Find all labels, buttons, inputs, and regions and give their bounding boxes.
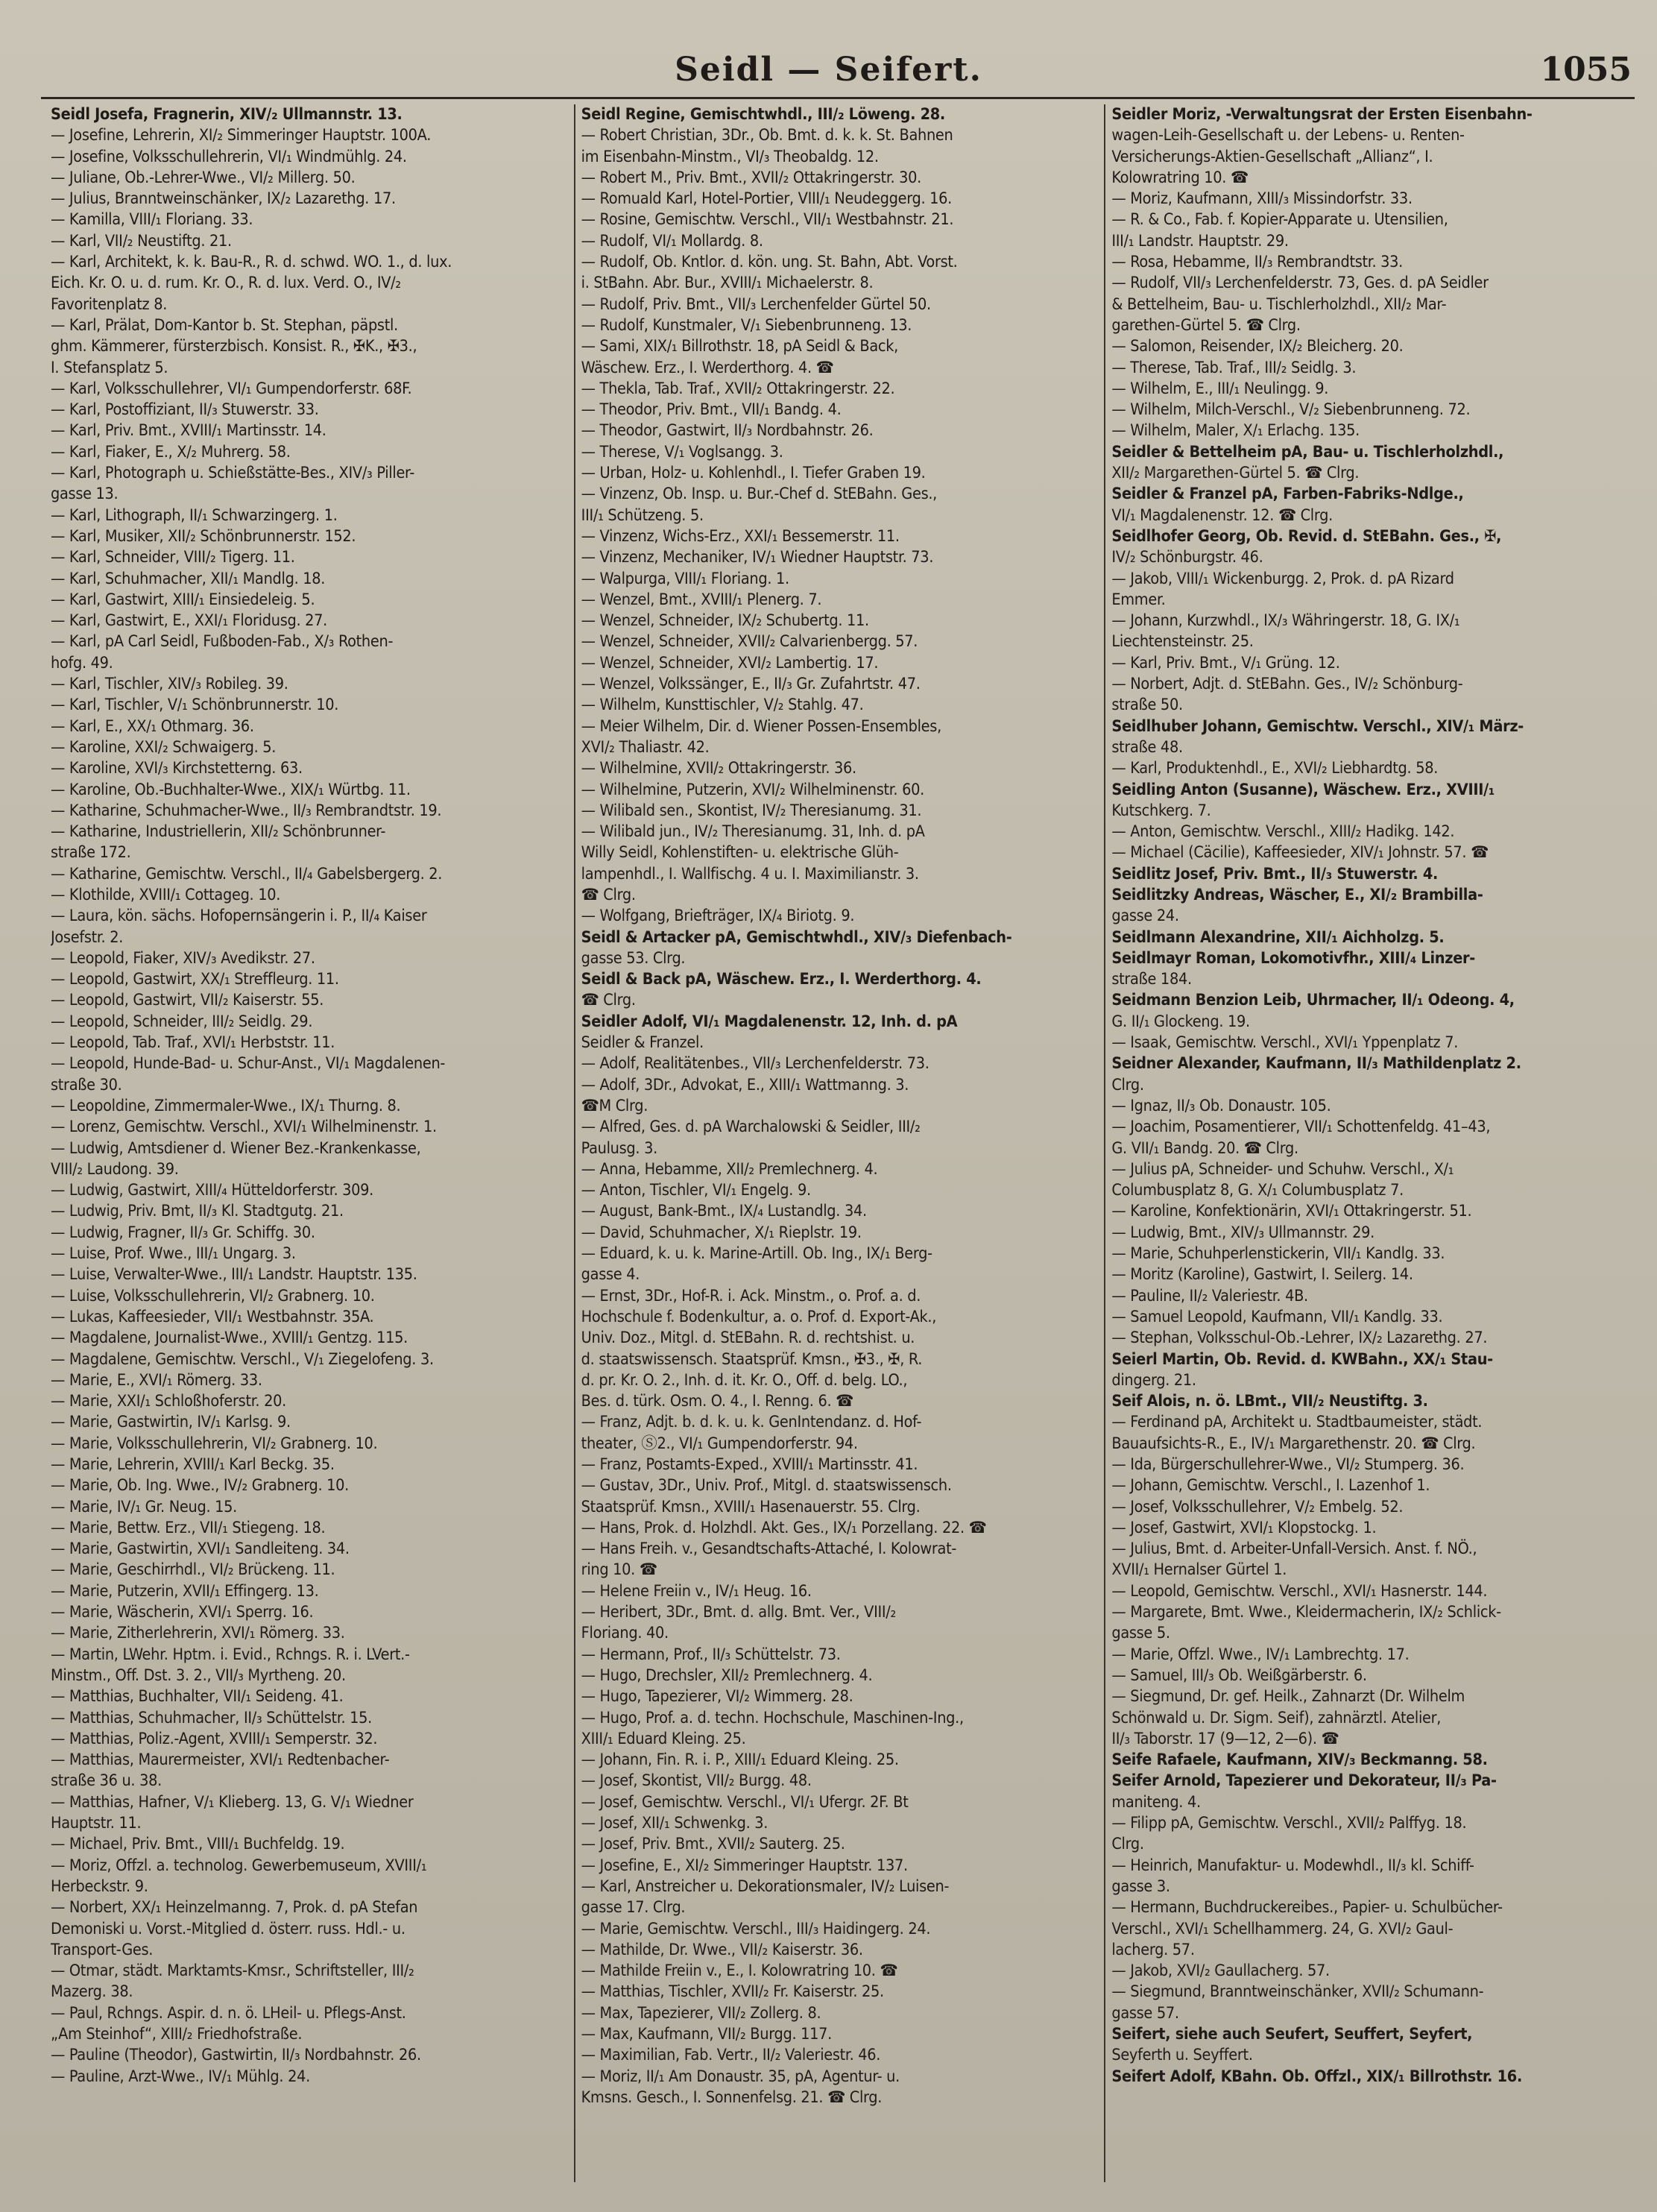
entry-line: — Anna, Hebamme, XII/₂ Premlechnerg. 4.: [581, 1159, 878, 1179]
entry-line: — Stephan, Volksschul-Ob.-Lehrer, IX/₂ Lazarethg. 27.: [1111, 1329, 1488, 1348]
entry-line: — Marie, IV/₁ Gr. Neug. 15.: [51, 1497, 237, 1516]
entry-line: — Matthias, Poliz.-Agent, XVIII/₁ Semperstr. 32.: [51, 1729, 378, 1748]
entry-line: gasse 57.: [1111, 2003, 1179, 2023]
entry-line: Seidl & Back pA, Wäschew. Erz., I. Werderthorg. 4.: [581, 970, 982, 989]
entry-line: Herbeckstr. 9.: [51, 1877, 148, 1896]
entry-line: garethen-Gürtel 5. ☎ Clrg.: [1111, 315, 1301, 335]
entry-line: Seidler & Franzel.: [581, 1033, 704, 1053]
entry-line: — Therese, V/₁ Voglsangg. 3.: [581, 442, 783, 461]
entry-line: Paulusg. 3.: [581, 1138, 657, 1158]
entry-line: wagen-Leih-Gesellschaft u. der Lebens- u. Renten-: [1111, 126, 1465, 145]
entry-line: — Karl, VII/₂ Neustiftg. 21.: [51, 231, 232, 250]
entry-line: — Hans, Prok. d. Holzhdl. Akt. Ges., IX/₁ Porzellang. 22. ☎: [581, 1518, 987, 1537]
entry-line: & Bettelheim, Bau- u. Tischlerholzhdl., XII/₂ Mar-: [1111, 294, 1447, 314]
entry-line: — Filipp pA, Gemischtw. Verschl., XVII/₂ Palffyg. 18.: [1111, 1814, 1467, 1833]
entry-line: IV/₂ Schönburgstr. 46.: [1111, 548, 1263, 567]
entry-line: — Wilhelmine, Putzerin, XVI/₂ Wilhelminenstr. 60.: [581, 780, 924, 799]
entry-line: — Matthias, Maurermeister, XVI/₁ Redtenbacher-: [51, 1751, 390, 1770]
entry-line: — Luise, Prof. Wwe., III/₁ Ungarg. 3.: [51, 1244, 296, 1264]
entry-line: — Karl, Volksschullehrer, VI/₁ Gumpendorferstr. 68F.: [51, 379, 412, 398]
entry-line: — Julius, Bmt. d. Arbeiter-Unfall-Versich. Anst. f. NÖ.,: [1111, 1540, 1477, 1559]
entry-line: — Juliane, Ob.-Lehrer-Wwe., VI/₂ Millerg. 50.: [51, 168, 356, 187]
entry-line: i. StBahn. Abr. Bur., XVIII/₁ Michaelerstr. 8.: [581, 274, 874, 293]
entry-line: III/₁ Schützeng. 5.: [581, 505, 704, 525]
entry-line: im Eisenbahn-Minstm., VI/₃ Theobaldg. 12.: [581, 147, 879, 166]
entry-line: — Katharine, Industriellerin, XII/₂ Schönbrunner-: [51, 822, 386, 842]
entry-line: — Heinrich, Manufaktur- u. Modewhdl., II/₃ kl. Schiff-: [1111, 1856, 1474, 1875]
entry-line: Eich. Kr. O. u. d. rum. Kr. O., R. d. lux. Verd. O., IV/₂: [51, 274, 401, 293]
entry-line: — Siegmund, Dr. gef. Heilk., Zahnarzt (Dr. Wilhelm: [1111, 1687, 1465, 1707]
entry-line: Hauptstr. 11.: [51, 1814, 142, 1833]
entry-line: — Therese, Tab. Traf., III/₂ Seidlg. 3.: [1111, 358, 1357, 377]
entry-line: Seidlmann Alexandrine, XII/₁ Aichholzg. 5.: [1111, 927, 1445, 947]
entry-line: — Meier Wilhelm, Dir. d. Wiener Possen-Ensembles,: [581, 716, 941, 736]
entry-line: — Karoline, XXI/₂ Schwaigerg. 5.: [51, 737, 277, 757]
entry-line: — Johann, Kurzwhdl., IX/₃ Währingerstr. 18, G. IX/₁: [1111, 611, 1460, 631]
entry-line: — Matthias, Tischler, XVII/₂ Fr. Kaiserstr. 25.: [581, 1982, 884, 2002]
entry-line: Clrg.: [1111, 1835, 1144, 1854]
entry-line: Wäschew. Erz., I. Werderthorg. 4. ☎: [581, 358, 834, 377]
entry-line: — Theodor, Priv. Bmt., VII/₁ Bandg. 4.: [581, 400, 842, 420]
entry-line: — Theodor, Gastwirt, II/₃ Nordbahnstr. 26.: [581, 421, 874, 441]
entry-line: Liechtensteinstr. 25.: [1111, 632, 1254, 652]
entry-line: — Leopold, Gemischtw. Verschl., XVI/₁ Hasnerstr. 144.: [1111, 1581, 1488, 1601]
header-rule: [41, 97, 1635, 99]
entry-line: — Josef, Volksschullehrer, V/₂ Embelg. 52.: [1111, 1497, 1404, 1516]
entry-line: — Lorenz, Gemischtw. Verschl., XVI/₁ Wilhelminenstr. 1.: [51, 1118, 437, 1137]
entry-line: „Am Steinhof“, XIII/₂ Friedhofstraße.: [51, 2025, 303, 2044]
entry-line: ☎ Clrg.: [581, 885, 636, 904]
entry-line: — Katharine, Gemischtw. Verschl., II/₄ Gabelsbergerg. 2.: [51, 864, 443, 883]
entry-line: — Siegmund, Branntweinschänker, XVII/₂ Schumann-: [1111, 1982, 1484, 2002]
entry-line: — Klothilde, XVIII/₁ Cottageg. 10.: [51, 885, 281, 904]
entry-line: II/₃ Taborstr. 17 (9—12, 2—6). ☎: [1111, 1729, 1339, 1748]
entry-line: — Karl, Prälat, Dom-Kantor b. St. Stephan, päpstl.: [51, 315, 398, 335]
entry-line: — Rudolf, Ob. Kntlor. d. kön. ung. St. Bahn, Abt. Vorst.: [581, 253, 958, 272]
entry-line: — Karl, Postoffiziant, II/₃ Stuwerstr. 33.: [51, 400, 319, 420]
entry-line: — Alfred, Ges. d. pA Warchalowski & Seidler, III/₂: [581, 1118, 921, 1137]
entry-line: straße 36 u. 38.: [51, 1771, 162, 1791]
entry-line: — Karl, Fiaker, E., X/₂ Muhrerg. 58.: [51, 442, 291, 461]
entry-line: Seidlmayr Roman, Lokomotivfhr., XIII/₄ Linzer-: [1111, 948, 1475, 968]
entry-line: — Ignaz, II/₃ Ob. Donaustr. 105.: [1111, 1096, 1331, 1115]
entry-line: — Josefine, Lehrerin, XI/₂ Simmeringer Hauptstr. 100A.: [51, 126, 432, 145]
entry-line: — Jakob, XVI/₂ Gaullacherg. 57.: [1111, 1962, 1330, 1981]
entry-line: Versicherungs-Aktien-Gesellschaft „Allianz“, I.: [1111, 147, 1433, 166]
entry-line: — Walpurga, VIII/₁ Floriang. 1.: [581, 569, 789, 588]
entry-line: — Maximilian, Fab. Vertr., II/₂ Valeriestr. 46.: [581, 2046, 881, 2065]
entry-line: — Karoline, Konfektionärin, XVI/₁ Ottakringerstr. 51.: [1111, 1202, 1472, 1221]
entry-line: — Josef, Priv. Bmt., XVII/₂ Sauterg. 25.: [581, 1835, 845, 1854]
entry-line: — Marie, Gemischtw. Verschl., III/₃ Haidingerg. 24.: [581, 1919, 931, 1938]
entry-line: — Marie, Putzerin, XVII/₁ Effingerg. 13.: [51, 1581, 319, 1601]
entry-line: — Leopold, Schneider, III/₂ Seidlg. 29.: [51, 1012, 313, 1031]
entry-line: Kutschkerg. 7.: [1111, 801, 1211, 820]
entry-line: dingerg. 21.: [1111, 1370, 1196, 1390]
entry-line: Seif Alois, n. ö. LBmt., VII/₂ Neustiftg. 3.: [1111, 1392, 1428, 1411]
entry-line: — Adolf, 3Dr., Advokat, E., XIII/₁ Wattmanng. 3.: [581, 1075, 909, 1094]
entry-line: Seifert Adolf, KBahn. Ob. Offzl., XIX/₁ Billrothstr. 16.: [1111, 2067, 1522, 2086]
entry-line: — Karl, Gastwirt, E., XXI/₁ Floridusg. 27.: [51, 611, 327, 631]
entry-line: — Laura, kön. sächs. Hofopernsängerin i. P., II/₄ Kaiser: [51, 907, 427, 926]
entry-line: — Norbert, XX/₁ Heinzelmanng. 7, Prok. d. pA Stefan: [51, 1898, 418, 1918]
column-1: [45, 104, 574, 2182]
entry-line: XVI/₂ Thaliastr. 42.: [581, 737, 710, 757]
entry-line: XII/₂ Margarethen-Gürtel 5. ☎ Clrg.: [1111, 464, 1360, 483]
entry-line: ring 10. ☎: [581, 1560, 657, 1580]
entry-line: VIII/₂ Laudong. 39.: [51, 1159, 179, 1179]
entry-line: I. Stefansplatz 5.: [51, 358, 168, 377]
entry-line: — Marie, Gastwirtin, IV/₁ Karlsg. 9.: [51, 1413, 291, 1432]
entry-line: — Josef, Gemischtw. Verschl., VI/₁ Ufergr. 2F. Bt: [581, 1792, 909, 1812]
entry-line: — Margarete, Bmt. Wwe., Kleidermacherin, IX/₂ Schlick-: [1111, 1603, 1501, 1622]
entry-line: maniteng. 4.: [1111, 1792, 1201, 1812]
entry-line: — R. & Co., Fab. f. Kopier-Apparate u. Utensilien,: [1111, 210, 1448, 230]
entry-line: — Franz, Adjt. b. d. k. u. k. GenIntendanz. d. Hof-: [581, 1413, 922, 1432]
entry-line: — Moritz (Karoline), Gastwirt, I. Seilerg. 14.: [1111, 1265, 1413, 1285]
entry-line: Seidler & Bettelheim pA, Bau- u. Tischlerholzhdl.,: [1111, 442, 1504, 461]
entry-line: — David, Schuhmacher, X/₁ Rieplstr. 19.: [581, 1223, 862, 1242]
entry-line: — Karl, E., XX/₁ Othmarg. 36.: [51, 716, 254, 736]
entry-line: — Leopold, Gastwirt, XX/₁ Streffleurg. 11.: [51, 970, 339, 989]
entry-line: — Karl, Anstreicher u. Dekorationsmaler, IV/₂ Luisen-: [581, 1877, 950, 1896]
entry-line: — Leopold, Gastwirt, VII/₂ Kaiserstr. 55.: [51, 991, 324, 1010]
entry-line: — Wenzel, Schneider, IX/₂ Schubertg. 11.: [581, 611, 869, 631]
entry-line: — Matthias, Schuhmacher, II/₃ Schüttelstr. 15.: [51, 1708, 373, 1727]
entry-line: — Karl, Tischler, XIV/₃ Robileg. 39.: [51, 675, 288, 694]
column-3: [1104, 104, 1635, 2182]
entry-line: Kolowratring 10. ☎: [1111, 168, 1249, 187]
entry-line: Seyferth u. Seyffert.: [1111, 2046, 1253, 2065]
entry-line: — Moriz, Offzl. a. technolog. Gewerbemuseum, XVIII/₁: [51, 1856, 427, 1875]
entry-line: gasse 24.: [1111, 907, 1179, 926]
entry-line: — Katharine, Schuhmacher-Wwe., II/₃ Rembrandtstr. 19.: [51, 801, 442, 820]
entry-line: — Marie, Bettw. Erz., VII/₁ Stiegeng. 18.: [51, 1518, 326, 1537]
entry-line: — Marie, Zitherlehrerin, XVI/₁ Römerg. 33.: [51, 1624, 345, 1643]
entry-line: — Marie, Schuhperlenstickerin, VII/₁ Kandlg. 33.: [1111, 1244, 1445, 1264]
entry-line: — Wenzel, Volkssänger, E., II/₃ Gr. Zufahrtstr. 47.: [581, 675, 921, 694]
entry-line: — Hugo, Prof. a. d. techn. Hochschule, Maschinen-Ing.,: [581, 1708, 964, 1727]
entry-line: — Lukas, Kaffeesieder, VII/₁ Westbahnstr. 35A.: [51, 1307, 374, 1326]
entry-line: — Urban, Holz- u. Kohlenhdl., I. Tiefer Graben 19.: [581, 464, 926, 483]
page-number: 1055: [1540, 51, 1632, 89]
entry-line: — Anton, Gemischtw. Verschl., XIII/₂ Hadikg. 142.: [1111, 822, 1455, 842]
directory-columns: [45, 104, 1635, 2182]
entry-line: — Ludwig, Amtsdiener d. Wiener Bez.-Krankenkasse,: [51, 1138, 421, 1158]
entry-line: Seidl Regine, Gemischtwhdl., III/₂ Löweng. 28.: [581, 105, 945, 124]
entry-line: gasse 3.: [1111, 1877, 1170, 1896]
entry-line: — Josef, Gastwirt, XVI/₁ Klopstockg. 1.: [1111, 1518, 1377, 1537]
entry-line: Seidler Moriz, -Verwaltungsrat der Ersten Eisenbahn-: [1111, 105, 1533, 124]
entry-line: — Norbert, Adjt. d. StEBahn. Ges., IV/₂ Schönburg-: [1111, 675, 1463, 694]
entry-line: Josefstr. 2.: [51, 927, 124, 947]
entry-line: — Max, Kaufmann, VII/₂ Burgg. 117.: [581, 2025, 832, 2044]
entry-line: — Karl, pA Carl Seidl, Fußboden-Fab., X/₃ Rothen-: [51, 632, 394, 652]
entry-line: Transport-Ges.: [51, 1940, 154, 1959]
entry-line: Bauaufsichts-R., E., IV/₁ Margarethenstr. 20. ☎ Clrg.: [1111, 1434, 1476, 1453]
entry-line: Bes. d. türk. Osm. O. 4., I. Renng. 6. ☎: [581, 1392, 853, 1411]
entry-line: — Karl, Schneider, VIII/₂ Tigerg. 11.: [51, 548, 295, 567]
entry-line: — Rosa, Hebamme, II/₃ Rembrandtstr. 33.: [1111, 253, 1404, 272]
entry-line: Seidl & Artacker pA, Gemischtwhdl., XIV/₃ Diefenbach-: [581, 927, 1012, 947]
page-header: [0, 45, 1657, 97]
entry-line: d. pr. Kr. O. 2., Inh. d. it. Kr. O., Off. d. belg. LO.,: [581, 1370, 908, 1390]
entry-line: — Mathilde Freiin v., E., I. Kolowratring 10. ☎: [581, 1962, 898, 1981]
entry-line: Seife Rafaele, Kaufmann, XIV/₃ Beckmanng. 58.: [1111, 1751, 1488, 1770]
entry-line: Kmsns. Gesch., I. Sonnenfelsg. 21. ☎ Clrg.: [581, 2087, 883, 2107]
entry-line: Clrg.: [1111, 1075, 1144, 1094]
entry-line: — Karoline, XVI/₃ Kirchstetterng. 63.: [51, 759, 303, 778]
entry-line: — Vinzenz, Wichs-Erz., XXI/₁ Bessemerstr. 11.: [581, 526, 900, 546]
entry-line: — Wenzel, Schneider, XVII/₂ Calvarienbergg. 57.: [581, 632, 918, 652]
entry-line: — Leopoldine, Zimmermaler-Wwe., IX/₁ Thurng. 8.: [51, 1096, 401, 1115]
entry-line: Emmer.: [1111, 590, 1166, 609]
entry-line: — Vinzenz, Ob. Insp. u. Bur.-Chef d. StEBahn. Ges.,: [581, 485, 938, 504]
entry-line: — Adolf, Realitätenbes., VII/₃ Lerchenfelderstr. 73.: [581, 1054, 930, 1074]
entry-line: — Ludwig, Gastwirt, XIII/₄ Hütteldorferstr. 309.: [51, 1181, 373, 1200]
entry-line: — Karl, Lithograph, II/₁ Schwarzingerg. 1.: [51, 505, 338, 525]
entry-line: Seifert, siehe auch Seufert, Seuffert, Seyfert,: [1111, 2025, 1473, 2044]
entry-line: — Marie, E., XVI/₁ Römerg. 33.: [51, 1370, 262, 1390]
entry-line: — August, Bank-Bmt., IX/₄ Lustandlg. 34.: [581, 1202, 867, 1221]
entry-line: — Hermann, Buchdruckereibes., Papier- u. Schulbücher-: [1111, 1898, 1503, 1918]
entry-line: — Karoline, Ob.-Buchhalter-Wwe., XIX/₁ Würtbg. 11.: [51, 780, 411, 799]
entry-line: — Luise, Verwalter-Wwe., III/₁ Landstr. Hauptstr. 135.: [51, 1265, 417, 1285]
entry-line: — Salomon, Reisender, IX/₂ Bleicherg. 20.: [1111, 337, 1404, 356]
entry-line: straße 50.: [1111, 696, 1183, 715]
entry-line: — Marie, Volksschullehrerin, VI/₂ Grabnerg. 10.: [51, 1434, 378, 1453]
entry-line: — Karl, Produktenhdl., E., XVI/₂ Liebhardtg. 58.: [1111, 759, 1439, 778]
entry-line: — Sami, XIX/₁ Billrothstr. 18, pA Seidl & Back,: [581, 337, 898, 356]
entry-line: — Luise, Volksschullehrerin, VI/₂ Grabnerg. 10.: [51, 1286, 375, 1305]
entry-line: gasse 5.: [1111, 1624, 1170, 1643]
entry-line: — Leopold, Hunde-Bad- u. Schur-Anst., VI/₁ Magdalenen-: [51, 1054, 446, 1074]
entry-line: — Karl, Gastwirt, XIII/₁ Einsiedeleig. 5.: [51, 590, 315, 609]
entry-line: — Rudolf, Kunstmaler, V/₁ Siebenbrunneng. 13.: [581, 315, 912, 335]
entry-line: gasse 13.: [51, 485, 119, 504]
entry-line: — Samuel, III/₃ Ob. Weißgärberstr. 6.: [1111, 1666, 1367, 1685]
entry-line: Seidl Josefa, Fragnerin, XIV/₂ Ullmannstr. 13.: [51, 105, 403, 124]
entry-line: — Robert Christian, 3Dr., Ob. Bmt. d. k. k. St. Bahnen: [581, 126, 953, 145]
entry-line: Staatsprüf. Kmsn., XVIII/₁ Hasenauerstr. 55. Clrg.: [581, 1497, 921, 1516]
entry-line: straße 172.: [51, 843, 131, 863]
entry-line: — Wilibald sen., Skontist, IV/₂ Theresianumg. 31.: [581, 801, 922, 820]
entry-line: — Josefine, E., XI/₂ Simmeringer Hauptstr. 137.: [581, 1856, 908, 1875]
entry-line: Seidmann Benzion Leib, Uhrmacher, II/₁ Odeong. 4,: [1111, 991, 1515, 1010]
entry-line: Columbusplatz 8, G. X/₁ Columbusplatz 7.: [1111, 1181, 1404, 1200]
entry-line: — Rudolf, VI/₁ Mollardg. 8.: [581, 231, 763, 250]
running-title: Seidl — Seifert.: [675, 51, 982, 89]
entry-line: — Otmar, städt. Marktamts-Kmsr., Schriftsteller, III/₂: [51, 1962, 414, 1981]
entry-line: Favoritenplatz 8.: [51, 294, 168, 314]
entry-line: Verschl., XVI/₁ Schellhammerg. 24, G. XVI/₂ Gaul-: [1111, 1919, 1454, 1938]
entry-line: VI/₁ Magdalenenstr. 12. ☎ Clrg.: [1111, 505, 1333, 525]
entry-line: — Kamilla, VIII/₁ Floriang. 33.: [51, 210, 253, 230]
entry-line: Schönwald u. Dr. Sigm. Seif), zahnärztl. Atelier,: [1111, 1708, 1442, 1727]
entry-line: straße 48.: [1111, 737, 1183, 757]
entry-line: — Martin, LWehr. Hptm. i. Evid., Rchngs. R. i. LVert.-: [51, 1645, 410, 1664]
entry-line: — Jakob, VIII/₁ Wickenburgg. 2, Prok. d. pA Rizard: [1111, 569, 1454, 588]
entry-line: — Ida, Bürgerschullehrer-Wwe., VI/₂ Stumperg. 36.: [1111, 1455, 1465, 1474]
entry-line: — Wenzel, Bmt., XVIII/₁ Plenerg. 7.: [581, 590, 822, 609]
entry-line: — Heribert, 3Dr., Bmt. d. allg. Bmt. Ver., VIII/₂: [581, 1603, 896, 1622]
entry-line: — Pauline (Theodor), Gastwirtin, II/₃ Nordbahnstr. 26.: [51, 2046, 421, 2065]
entry-line: Minstm., Off. Dst. 3. 2., VII/₃ Myrtheng. 20.: [51, 1666, 346, 1685]
entry-line: — Johann, Fin. R. i. P., XIII/₁ Eduard Kleing. 25.: [581, 1751, 899, 1770]
entry-line: Seidling Anton (Susanne), Wäschew. Erz., XVIII/₁: [1111, 780, 1495, 799]
entry-line: Univ. Doz., Mitgl. d. StEBahn. R. d. rechtshist. u.: [581, 1329, 915, 1348]
entry-line: — Marie, Gastwirtin, XVI/₁ Sandleiteng. 34.: [51, 1540, 350, 1559]
entry-line: — Ernst, 3Dr., Hof-R. i. Ack. Minstm., o. Prof. a. d.: [581, 1286, 921, 1305]
entry-line: — Josef, Skontist, VII/₂ Burgg. 48.: [581, 1771, 812, 1791]
entry-line: — Marie, Wäscherin, XVI/₁ Sperrg. 16.: [51, 1603, 314, 1622]
entry-line: Seidlitz Josef, Priv. Bmt., II/₃ Stuwerstr. 4.: [1111, 864, 1439, 883]
entry-line: Seifer Arnold, Tapezierer und Dekorateur, II/₃ Pa-: [1111, 1771, 1497, 1791]
entry-line: Seidner Alexander, Kaufmann, II/₃ Mathildenplatz 2.: [1111, 1054, 1521, 1074]
entry-line: III/₁ Landstr. Hauptstr. 29.: [1111, 231, 1289, 250]
entry-line: Seidlhuber Johann, Gemischtw. Verschl., XIV/₁ März-: [1111, 716, 1524, 736]
entry-line: — Hermann, Prof., II/₃ Schüttelstr. 73.: [581, 1645, 841, 1664]
entry-line: — Michael (Cäcilie), Kaffeesieder, XIV/₁ Johnstr. 57. ☎: [1111, 843, 1489, 863]
entry-line: Floriang. 40.: [581, 1624, 669, 1643]
entry-line: ghm. Kämmerer, fürsterzbisch. Konsist. R., ✠K., ✠3.,: [51, 337, 417, 356]
entry-line: — Karl, Priv. Bmt., V/₁ Grüng. 12.: [1111, 653, 1340, 672]
entry-line: — Helene Freiin v., IV/₁ Heug. 16.: [581, 1581, 812, 1601]
entry-line: Seidlitzky Andreas, Wäscher, E., XI/₂ Brambilla-: [1111, 885, 1483, 904]
entry-line: — Rudolf, VII/₃ Lerchenfelderstr. 73, Ges. d. pA Seidler: [1111, 274, 1489, 293]
entry-line: hofg. 49.: [51, 653, 113, 672]
entry-line: Demoniski u. Vorst.-Mitglied d. österr. russ. Hdl.- u.: [51, 1919, 405, 1938]
entry-line: — Ludwig, Fragner, II/₃ Gr. Schiffg. 30.: [51, 1223, 315, 1242]
entry-line: — Thekla, Tab. Traf., XVII/₂ Ottakringerstr. 22.: [581, 379, 895, 398]
entry-line: — Franz, Postamts-Exped., XVIII/₁ Martinsstr. 41.: [581, 1455, 918, 1474]
entry-line: — Karl, Tischler, V/₁ Schönbrunnerstr. 10.: [51, 696, 339, 715]
entry-line: lacherg. 57.: [1111, 1940, 1195, 1959]
entry-line: — Julius, Branntweinschänker, IX/₂ Lazarethg. 17.: [51, 189, 396, 209]
entry-line: — Hans Freih. v., Gesandtschafts-Attaché, I. Kolowrat-: [581, 1540, 957, 1559]
entry-line: — Josefine, Volksschullehrerin, VI/₁ Windmühlg. 24.: [51, 147, 407, 166]
entry-line: — Johann, Gemischtw. Verschl., I. Lazenhof 1.: [1111, 1476, 1430, 1496]
entry-line: Seidler Adolf, VI/₁ Magdalenenstr. 12, Inh. d. pA: [581, 1012, 958, 1031]
entry-line: — Magdalene, Journalist-Wwe., XVIII/₁ Gentzg. 115.: [51, 1329, 408, 1348]
entry-line: — Eduard, k. u. k. Marine-Artill. Ob. Ing., IX/₁ Berg-: [581, 1244, 932, 1264]
entry-line: Mazerg. 38.: [51, 1982, 133, 2002]
entry-line: — Julius pA, Schneider- und Schuhw. Verschl., X/₁: [1111, 1159, 1454, 1179]
entry-line: — Marie, Geschirrhdl., VI/₂ Brückeng. 11.: [51, 1560, 335, 1580]
entry-line: — Hugo, Tapezierer, VI/₂ Wimmerg. 28.: [581, 1687, 853, 1707]
entry-line: — Paul, Rchngs. Aspir. d. n. ö. LHeil- u. Pflegs-Anst.: [51, 2003, 406, 2023]
entry-line: lampenhdl., I. Wallfischg. 4 u. I. Maximilianstr. 3.: [581, 864, 919, 883]
entry-line: — Karl, Priv. Bmt., XVIII/₁ Martinsstr. 14.: [51, 421, 326, 441]
entry-line: Willy Seidl, Kohlenstiften- u. elektrische Glüh-: [581, 843, 899, 863]
entry-line: — Moriz, Kaufmann, XIII/₃ Missindorfstr. 33.: [1111, 189, 1413, 209]
entry-line: — Marie, Offzl. Wwe., IV/₁ Lambrechtg. 17.: [1111, 1645, 1410, 1664]
entry-line: G. VII/₁ Bandg. 20. ☎ Clrg.: [1111, 1138, 1298, 1158]
entry-line: G. II/₁ Glockeng. 19.: [1111, 1012, 1250, 1031]
entry-line: gasse 4.: [581, 1265, 640, 1285]
entry-line: XVII/₁ Hernalser Gürtel 1.: [1111, 1560, 1287, 1580]
entry-line: — Marie, Ob. Ing. Wwe., IV/₂ Grabnerg. 10.: [51, 1476, 349, 1496]
entry-line: — Moriz, II/₁ Am Donaustr. 35, pA, Agentur- u.: [581, 2067, 900, 2086]
entry-line: — Samuel Leopold, Kaufmann, VII/₁ Kandlg. 33.: [1111, 1307, 1443, 1326]
entry-line: — Pauline, II/₂ Valeriestr. 4B.: [1111, 1286, 1308, 1305]
entry-line: — Leopold, Fiaker, XIV/₃ Avedikstr. 27.: [51, 948, 315, 968]
entry-line: Seidler & Franzel pA, Farben-Fabriks-Ndlge.,: [1111, 485, 1464, 504]
entry-line: — Vinzenz, Mechaniker, IV/₁ Wiedner Hauptstr. 73.: [581, 548, 934, 567]
entry-line: — Hugo, Drechsler, XII/₂ Premlechnerg. 4.: [581, 1666, 873, 1685]
entry-line: straße 30.: [51, 1075, 122, 1094]
entry-line: — Joachim, Posamentierer, VII/₁ Schottenfeldg. 41–43,: [1111, 1118, 1491, 1137]
entry-line: — Rudolf, Priv. Bmt., VII/₃ Lerchenfelder Gürtel 50.: [581, 294, 931, 314]
entry-line: — Karl, Musiker, XII/₂ Schönbrunnerstr. 152.: [51, 526, 356, 546]
entry-line: — Karl, Schuhmacher, XII/₁ Mandlg. 18.: [51, 569, 326, 588]
entry-line: — Matthias, Buchhalter, VII/₁ Seideng. 41.: [51, 1687, 344, 1707]
entry-line: — Anton, Tischler, VI/₁ Engelg. 9.: [581, 1181, 811, 1200]
entry-line: — Marie, Lehrerin, XVIII/₁ Karl Beckg. 35.: [51, 1455, 335, 1474]
entry-line: — Wilhelm, Kunsttischler, V/₂ Stahlg. 47.: [581, 696, 864, 715]
entry-line: — Wilhelm, Milch-Verschl., V/₂ Siebenbrunneng. 72.: [1111, 400, 1471, 420]
entry-line: — Rosine, Gemischtw. Verschl., VII/₁ Westbahnstr. 21.: [581, 210, 954, 230]
entry-line: — Karl, Architekt, k. k. Bau-R., R. d. schwd. WO. 1., d. lux.: [51, 253, 452, 272]
entry-line: — Mathilde, Dr. Wwe., VII/₂ Kaiserstr. 36.: [581, 1940, 863, 1959]
entry-line: — Wenzel, Schneider, XVI/₂ Lambertig. 17.: [581, 653, 879, 672]
entry-line: — Magdalene, Gemischtw. Verschl., V/₁ Ziegelofeng. 3.: [51, 1349, 434, 1369]
entry-line: straße 184.: [1111, 970, 1192, 989]
entry-line: — Pauline, Arzt-Wwe., IV/₁ Mühlg. 24.: [51, 2067, 310, 2086]
entry-line: — Robert M., Priv. Bmt., XVII/₂ Ottakringerstr. 30.: [581, 168, 922, 187]
entry-line: — Ferdinand pA, Architekt u. Stadtbaumeister, städt.: [1111, 1413, 1483, 1432]
entry-line: gasse 17. Clrg.: [581, 1898, 686, 1918]
entry-line: — Marie, XXI/₁ Schloßhoferstr. 20.: [51, 1392, 286, 1411]
entry-line: — Michael, Priv. Bmt., VIII/₁ Buchfeldg. 19.: [51, 1835, 345, 1854]
entry-line: XIII/₁ Eduard Kleing. 25.: [581, 1729, 746, 1748]
entry-line: — Wolfgang, Briefträger, IX/₄ Biriotg. 9.: [581, 907, 855, 926]
entry-line: — Wilhelmine, XVII/₂ Ottakringerstr. 36.: [581, 759, 856, 778]
entry-line: d. staatswissensch. Staatsprüf. Kmsn., ✠3., ✠, R.: [581, 1349, 923, 1369]
entry-line: — Gustav, 3Dr., Univ. Prof., Mitgl. d. staatswissensch.: [581, 1476, 952, 1496]
entry-line: ☎ Clrg.: [581, 991, 636, 1010]
entry-line: — Ludwig, Priv. Bmt, II/₃ Kl. Stadtgutg. 21.: [51, 1202, 344, 1221]
entry-line: Seidlhofer Georg, Ob. Revid. d. StEBahn. Ges., ✠,: [1111, 526, 1502, 546]
entry-line: — Max, Tapezierer, VII/₂ Zollerg. 8.: [581, 2003, 821, 2023]
entry-line: — Josef, XII/₁ Schwenkg. 3.: [581, 1814, 768, 1833]
entry-line: — Leopold, Tab. Traf., XVI/₁ Herbststr. 11.: [51, 1033, 335, 1053]
entry-line: — Karl, Photograph u. Schießstätte-Bes., XIV/₃ Piller-: [51, 464, 415, 483]
entry-line: — Wilibald jun., IV/₂ Theresianumg. 31, Inh. d. pA: [581, 822, 925, 842]
entry-line: ☎M Clrg.: [581, 1096, 648, 1115]
entry-line: gasse 53. Clrg.: [581, 948, 686, 968]
entry-line: — Ludwig, Bmt., XIV/₃ Ullmannstr. 29.: [1111, 1223, 1374, 1242]
entry-line: Seierl Martin, Ob. Revid. d. KWBahn., XX/₁ Stau-: [1111, 1349, 1493, 1369]
column-2: [574, 104, 1105, 2182]
entry-line: — Isaak, Gemischtw. Verschl., XVI/₁ Yppenplatz 7.: [1111, 1033, 1459, 1053]
entry-line: — Wilhelm, E., III/₁ Neulingg. 9.: [1111, 379, 1329, 398]
entry-line: Hochschule f. Bodenkultur, a. o. Prof. d. Export-Ak.,: [581, 1307, 937, 1326]
entry-line: theater, Ⓢ2., VI/₁ Gumpendorferstr. 94.: [581, 1434, 858, 1453]
entry-line: — Matthias, Hafner, V/₁ Klieberg. 13, G. V/₁ Wiedner: [51, 1792, 414, 1812]
entry-line: — Romuald Karl, Hotel-Portier, VIII/₁ Neudeggerg. 16.: [581, 189, 952, 209]
entry-line: — Wilhelm, Maler, X/₁ Erlachg. 135.: [1111, 421, 1360, 441]
